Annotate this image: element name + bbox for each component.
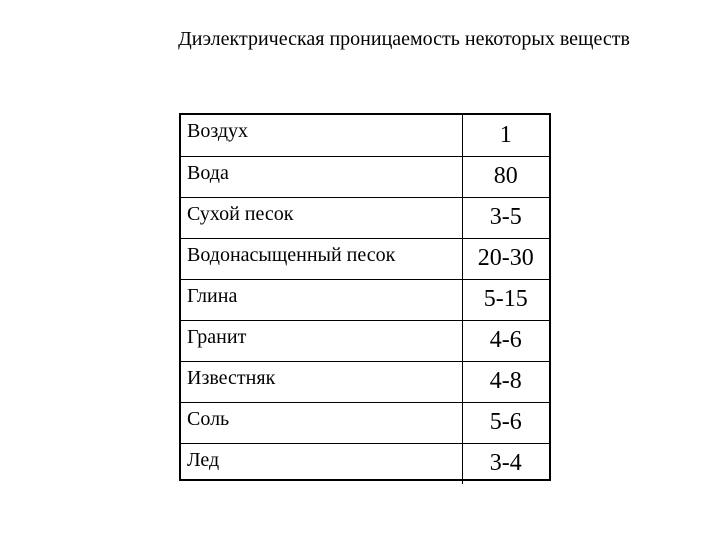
table-row (181, 443, 549, 484)
value-cell: 20-30 (462, 238, 549, 279)
value-cell: 5-6 (462, 402, 549, 443)
substance-cell: Водонасыщенный песок (181, 238, 462, 279)
table-row (181, 279, 549, 320)
value-cell: 5-15 (462, 279, 549, 320)
table-row (181, 238, 549, 279)
table-row (181, 402, 549, 443)
value-cell: 4-8 (462, 361, 549, 402)
substance-cell: Сухой песок (181, 197, 462, 238)
value-cell: 4-6 (462, 320, 549, 361)
table-row (181, 115, 549, 156)
substance-cell: Известняк (181, 361, 462, 402)
value-cell: 3-5 (462, 197, 549, 238)
table-row (181, 156, 549, 197)
table-row (181, 197, 549, 238)
table-row (181, 361, 549, 402)
page-title: Диэлектрическая проницаемость некоторых веществ (178, 28, 630, 50)
value-cell: 80 (462, 156, 549, 197)
substance-cell: Гранит (181, 320, 462, 361)
substance-cell: Соль (181, 402, 462, 443)
table-row (181, 320, 549, 361)
permittivity-table (179, 113, 551, 481)
value-cell: 1 (462, 115, 549, 156)
value-cell: 3-4 (462, 443, 549, 484)
table-body (181, 115, 549, 484)
substance-cell: Глина (181, 279, 462, 320)
substance-cell: Воздух (181, 115, 462, 156)
substance-cell: Лед (181, 443, 462, 484)
substance-cell: Вода (181, 156, 462, 197)
